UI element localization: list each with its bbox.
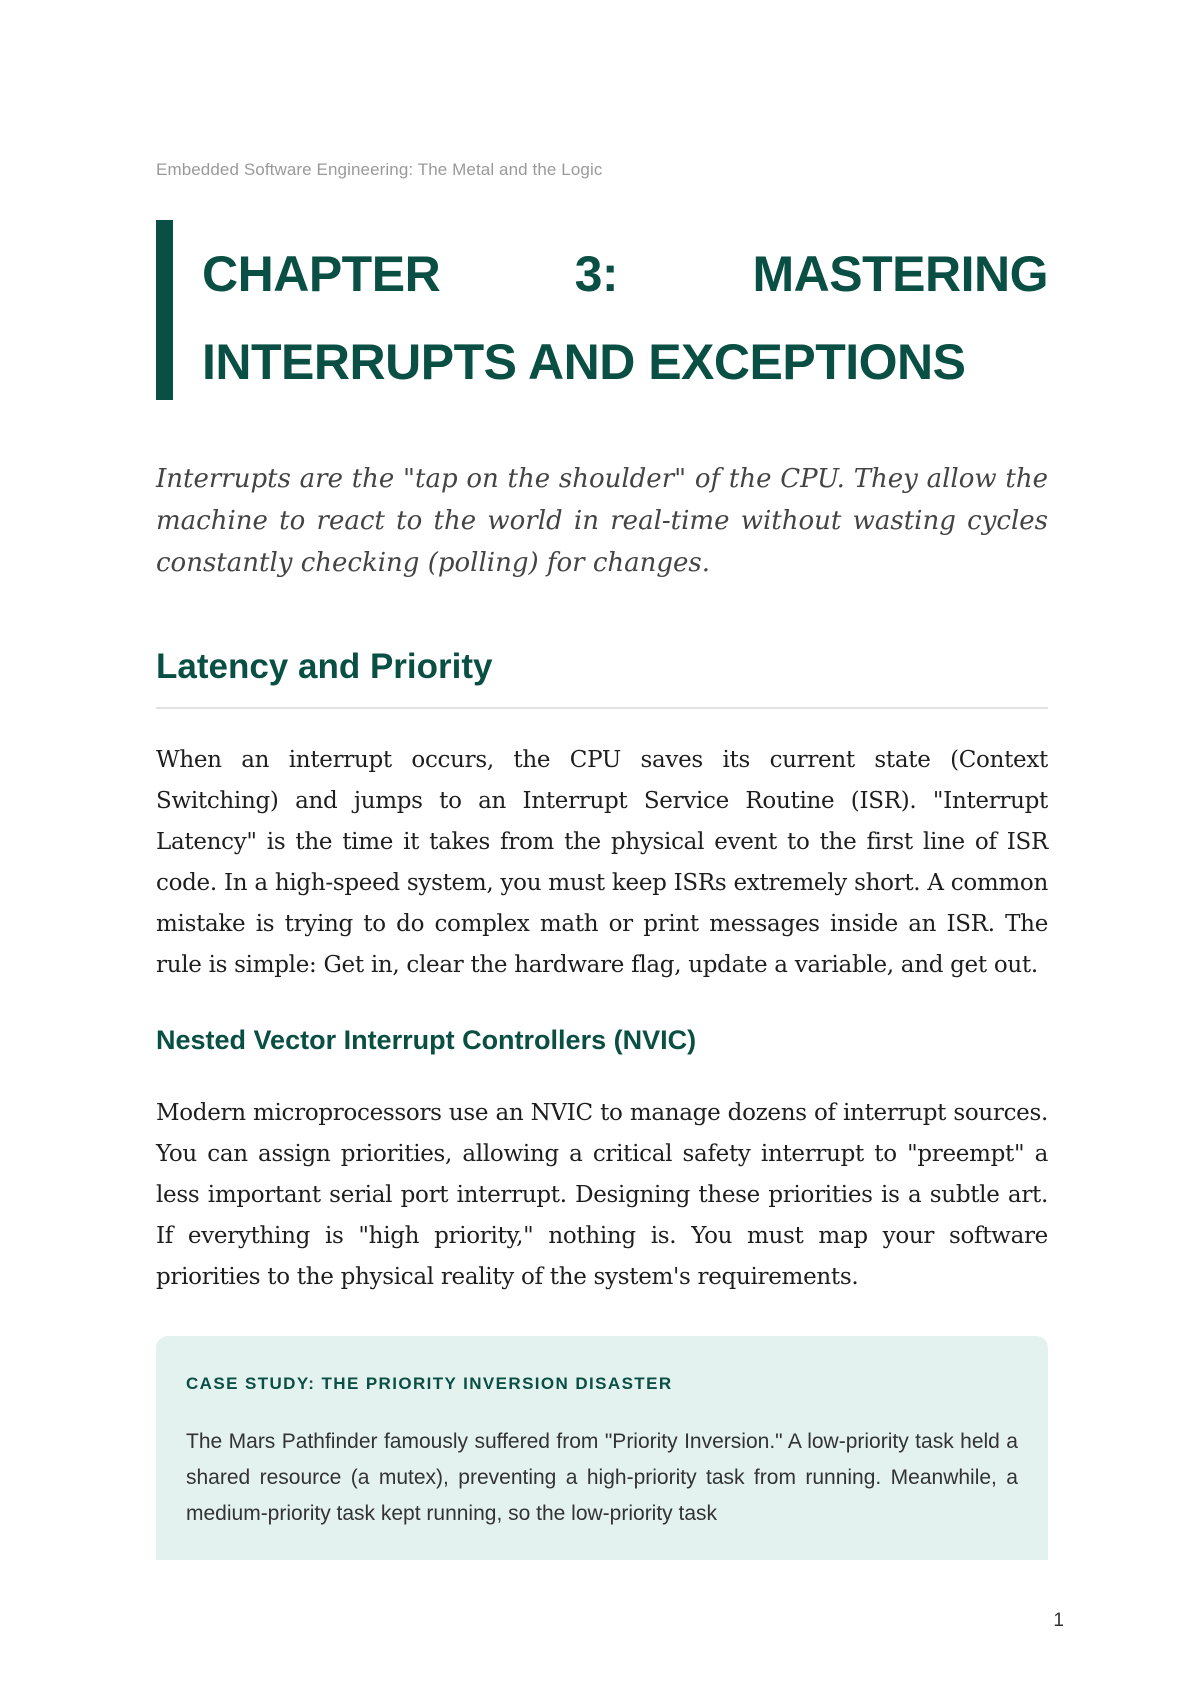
section-paragraph: When an interrupt occurs, the CPU saves its current state (Context Switching) and jumps to an Interrupt Service Routine (ISR). "Interrupt Latency" is the time it takes from the physical event to the first line of ISR code. In a high-speed system, you must keep ISRs extremely short. A common mistake is trying to do complex math or print messages inside an ISR. The rule is simple: Get in, clear the hardware flag, update a variable, and get out. — [156, 747, 1048, 978]
chapter-title: CHAPTER 3: MASTERING INTERRUPTS AND EXCEPTIONS — [202, 246, 1048, 390]
running-header: Embedded Software Engineering: The Metal and the Logic — [156, 160, 603, 179]
callout-text: The Mars Pathfinder famously suffered from "Priority Inversion." A low-priority task held a shared resource (a mutex), preventing a high-priority task from running. Meanwhile, a medium-priority task kept running, so the low-priority task — [186, 1430, 1018, 1525]
callout-label: CASE STUDY: THE PRIORITY INVERSION DISASTER — [186, 1374, 673, 1393]
subsection-title: Nested Vector Interrupt Controllers (NVIC) — [156, 1025, 697, 1055]
case-study-callout — [156, 1336, 1048, 1560]
section-title: Latency and Priority — [156, 647, 493, 686]
chapter-accent-bar — [156, 220, 173, 400]
lead-paragraph: Interrupts are the "tap on the shoulder" of the CPU. They allow the machine to react to the world in real-time without wasting cycles constantly checking (polling) for changes. — [156, 464, 1048, 578]
subsection-paragraph: Modern microprocessors use an NVIC to manage dozens of interrupt sources. You can assign priorities, allowing a critical safety interrupt to "preempt" a less important serial port interrupt. Designing these priorities is a subtle art. If everything is "high priority," nothing is. You must map your software priorities to the physical reality of the system's requirements. — [156, 1100, 1048, 1290]
section-divider — [156, 707, 1048, 709]
chapter-heading-block — [156, 220, 1048, 400]
page-number: 1 — [1053, 1610, 1064, 1631]
